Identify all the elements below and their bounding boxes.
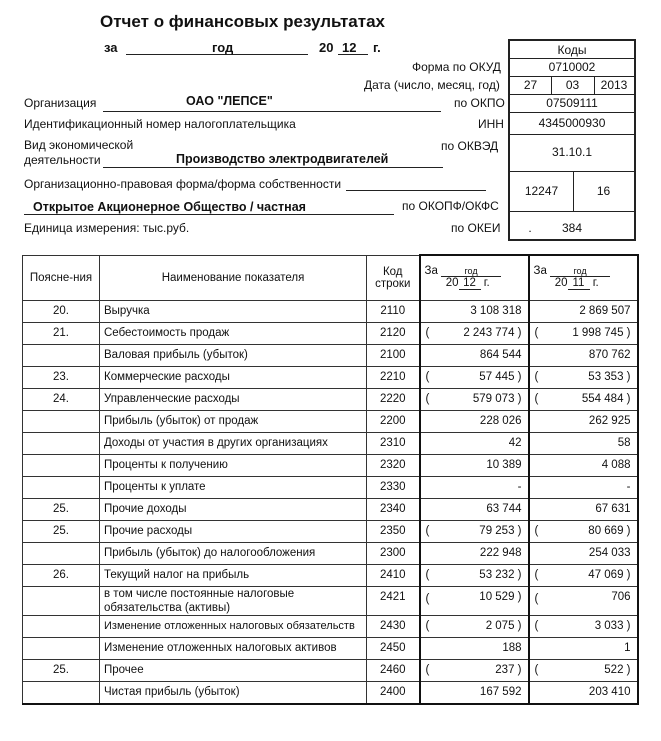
value-previous: 522 ) — [604, 664, 631, 676]
period-god: год — [212, 40, 234, 55]
p1-century: 20 — [445, 277, 459, 290]
value-previous: 4 088 — [601, 459, 631, 471]
row-code: 2200 — [367, 410, 420, 432]
paren-open: ( — [534, 393, 539, 405]
label-vid-1: Вид экономической — [24, 138, 134, 152]
period-g: г. — [373, 40, 381, 55]
row-code: 2450 — [367, 637, 420, 659]
row-note: 25. — [23, 659, 100, 681]
value-current: 79 253 ) — [479, 525, 522, 537]
value-current: 42 — [508, 437, 522, 449]
row-name: Доходы от участия в других организациях — [100, 432, 367, 454]
p1-year: 12 — [459, 277, 481, 290]
row-note: 25. — [23, 498, 100, 520]
table-row — [23, 615, 638, 637]
row-value-2 — [529, 564, 638, 586]
code-inn: 4345000930 — [538, 116, 606, 130]
value-current: 57 445 ) — [479, 371, 522, 383]
row-code: 2220 — [367, 388, 420, 410]
value-current: 10 389 — [486, 459, 522, 471]
value-previous: 870 762 — [588, 349, 631, 361]
value-previous: 1 — [624, 642, 631, 654]
row-note: 23. — [23, 366, 100, 388]
code-okopf: 12247 — [524, 184, 559, 198]
value-previous: 3 033 ) — [594, 620, 631, 632]
codes-box — [508, 39, 636, 241]
row-name: Валовая прибыль (убыток) — [100, 344, 367, 366]
paren-open: ( — [534, 664, 539, 676]
label-unit: Единица измерения: тыс.руб. — [24, 221, 190, 235]
row-note — [23, 344, 100, 366]
row-note — [23, 586, 100, 615]
row-value-2 — [529, 300, 638, 322]
row-note — [23, 432, 100, 454]
activity-underline — [103, 167, 443, 168]
row-name: Проценты к получению — [100, 454, 367, 476]
code-date-month: 03 — [565, 78, 580, 92]
row-value-2 — [529, 586, 638, 615]
label-forma-okud: Форма по ОКУД — [412, 60, 501, 74]
row-value-1 — [420, 344, 529, 366]
value-previous: 67 631 — [595, 503, 631, 515]
row-code: 2100 — [367, 344, 420, 366]
value-current: 2 243 774 ) — [463, 327, 522, 339]
period-year: 12 — [342, 40, 357, 55]
p2-za: За — [533, 265, 547, 278]
row-value-2 — [529, 322, 638, 344]
row-value-2 — [529, 659, 638, 681]
row-note: 26. — [23, 564, 100, 586]
header-notes: Поясне-ния — [23, 255, 100, 300]
value-current: 222 948 — [479, 547, 522, 559]
row-code: 2350 — [367, 520, 420, 542]
value-previous: - — [626, 481, 631, 493]
value-current: - — [517, 481, 522, 493]
row-value-2 — [529, 476, 638, 498]
row-value-1 — [420, 564, 529, 586]
row-code: 2330 — [367, 476, 420, 498]
row-value-1 — [420, 520, 529, 542]
p2-century: 20 — [554, 277, 568, 290]
p1-god: год — [441, 266, 501, 277]
row-value-1 — [420, 681, 529, 704]
table-row — [23, 432, 638, 454]
row-value-1 — [420, 542, 529, 564]
value-current: 579 073 ) — [472, 393, 522, 405]
row-note: 20. — [23, 300, 100, 322]
table-row — [23, 300, 638, 322]
value-previous: 706 — [611, 590, 631, 603]
code-okpo: 07509111 — [546, 96, 598, 110]
table-row — [23, 322, 638, 344]
row-value-1 — [420, 322, 529, 344]
p1-za: За — [424, 265, 438, 278]
p2-god: год — [550, 266, 610, 277]
row-value-2 — [529, 681, 638, 704]
paren-open: ( — [425, 371, 430, 383]
codes-header: Коды — [557, 43, 587, 57]
code-okei-mark: . — [528, 221, 532, 235]
row-value-1 — [420, 498, 529, 520]
row-code: 2430 — [367, 615, 420, 637]
row-name: Коммерческие расходы — [100, 366, 367, 388]
value-previous: 262 925 — [588, 415, 631, 427]
table-row — [23, 659, 638, 681]
period-za: за — [104, 40, 118, 55]
table-header-row — [23, 255, 638, 300]
opf-value: Открытое Акционерное Общество / частная — [33, 200, 306, 214]
header-code: Код строки — [367, 255, 420, 300]
row-value-2 — [529, 410, 638, 432]
value-previous: 254 033 — [588, 547, 631, 559]
paren-open: ( — [534, 592, 539, 605]
row-note — [23, 542, 100, 564]
code-date-day: 27 — [523, 78, 538, 92]
label-po-okei: по ОКЕИ — [451, 221, 501, 235]
row-name: в том числе постоянные налоговые обязательства (активы) — [100, 586, 367, 615]
row-note — [23, 476, 100, 498]
value-previous: 554 484 ) — [581, 393, 631, 405]
row-code: 2410 — [367, 564, 420, 586]
label-inn: Идентификационный номер налогоплательщика — [24, 117, 296, 131]
value-current: 188 — [502, 642, 522, 654]
paren-open: ( — [425, 525, 430, 537]
row-code: 2460 — [367, 659, 420, 681]
table-body — [23, 300, 638, 704]
paren-open: ( — [425, 620, 430, 632]
value-current: 237 ) — [495, 664, 522, 676]
table-row — [23, 542, 638, 564]
row-code: 2320 — [367, 454, 420, 476]
row-name: Чистая прибыль (убыток) — [100, 681, 367, 704]
table-row — [23, 366, 638, 388]
period-century: 20 — [319, 40, 334, 55]
value-current: 63 744 — [486, 503, 522, 515]
row-code: 2300 — [367, 542, 420, 564]
row-name: Изменение отложенных налоговых обязательств — [100, 615, 367, 637]
paren-open: ( — [425, 569, 430, 581]
paren-open: ( — [534, 620, 539, 632]
row-name: Прибыль (убыток) до налогообложения — [100, 542, 367, 564]
value-current: 2 075 ) — [485, 620, 522, 632]
row-note: 21. — [23, 322, 100, 344]
row-value-2 — [529, 542, 638, 564]
row-code: 2421 — [367, 586, 420, 615]
header-period-1 — [420, 255, 529, 300]
row-value-2 — [529, 520, 638, 542]
row-name: Управленческие расходы — [100, 388, 367, 410]
value-current: 167 592 — [479, 686, 522, 698]
row-name: Прочее — [100, 659, 367, 681]
table-row — [23, 498, 638, 520]
row-note — [23, 637, 100, 659]
label-inn-right: ИНН — [478, 117, 504, 131]
opf-underline-2 — [24, 214, 394, 215]
table-row — [23, 344, 638, 366]
code-date-year: 2013 — [600, 78, 628, 92]
label-po-okopf: по ОКОПФ/ОКФС — [402, 199, 499, 213]
label-vid-2: деятельности — [24, 153, 101, 167]
header-period-2 — [529, 255, 638, 300]
row-value-1 — [420, 586, 529, 615]
value-previous: 1 998 745 ) — [572, 327, 631, 339]
table-row — [23, 476, 638, 498]
row-note — [23, 681, 100, 704]
row-name: Прочие расходы — [100, 520, 367, 542]
row-value-1 — [420, 388, 529, 410]
org-name: ОАО "ЛЕПСЕ" — [186, 94, 273, 108]
paren-open: ( — [534, 371, 539, 383]
row-value-2 — [529, 366, 638, 388]
report-title: Отчет о финансовых результатах — [100, 12, 385, 31]
paren-open: ( — [425, 664, 430, 676]
header-name: Наименование показателя — [100, 255, 367, 300]
table-row — [23, 586, 638, 615]
row-note — [23, 410, 100, 432]
code-okud: 0710002 — [548, 60, 596, 74]
row-code: 2210 — [367, 366, 420, 388]
row-code: 2110 — [367, 300, 420, 322]
row-value-1 — [420, 300, 529, 322]
row-name: Прочие доходы — [100, 498, 367, 520]
table-row — [23, 388, 638, 410]
row-note: 25. — [23, 520, 100, 542]
row-code: 2400 — [367, 681, 420, 704]
label-date: Дата (число, месяц, год) — [364, 78, 500, 92]
row-note: 24. — [23, 388, 100, 410]
value-previous: 80 669 ) — [588, 525, 631, 537]
code-okved: 31.10.1 — [551, 145, 593, 159]
row-value-1 — [420, 615, 529, 637]
row-name: Себестоимость продаж — [100, 322, 367, 344]
row-value-1 — [420, 410, 529, 432]
value-current: 3 108 318 — [470, 305, 522, 317]
value-previous: 58 — [617, 437, 631, 449]
p2-g: г. — [592, 277, 599, 290]
row-code: 2340 — [367, 498, 420, 520]
paren-open: ( — [534, 327, 539, 339]
row-name: Выручка — [100, 300, 367, 322]
financial-results-table — [22, 254, 639, 705]
value-previous: 2 869 507 — [579, 305, 631, 317]
row-value-2 — [529, 454, 638, 476]
value-previous: 47 069 ) — [588, 569, 631, 581]
paren-open: ( — [425, 327, 430, 339]
row-value-1 — [420, 659, 529, 681]
value-current: 864 544 — [479, 349, 522, 361]
row-note — [23, 615, 100, 637]
paren-open: ( — [425, 393, 430, 405]
row-value-1 — [420, 476, 529, 498]
code-okei: 384 — [561, 221, 583, 235]
table-row — [23, 454, 638, 476]
row-name: Текущий налог на прибыль — [100, 564, 367, 586]
paren-open: ( — [534, 525, 539, 537]
row-value-2 — [529, 432, 638, 454]
p1-g: г. — [483, 277, 490, 290]
row-name: Изменение отложенных налоговых активов — [100, 637, 367, 659]
row-note — [23, 454, 100, 476]
value-current: 10 529 ) — [479, 590, 522, 603]
value-current: 228 026 — [479, 415, 522, 427]
row-value-1 — [420, 454, 529, 476]
p2-year: 11 — [568, 277, 590, 290]
paren-open: ( — [425, 592, 430, 605]
org-underline — [103, 111, 441, 112]
table-row — [23, 410, 638, 432]
table-row — [23, 681, 638, 704]
row-value-2 — [529, 637, 638, 659]
row-code: 2120 — [367, 322, 420, 344]
label-po-okved: по ОКВЭД — [441, 139, 499, 153]
table-row — [23, 637, 638, 659]
label-opf: Организационно-правовая форма/форма собственности — [24, 177, 342, 191]
row-code: 2310 — [367, 432, 420, 454]
row-value-2 — [529, 615, 638, 637]
paren-open: ( — [534, 569, 539, 581]
row-value-2 — [529, 388, 638, 410]
label-org: Организация — [24, 96, 97, 110]
table-row — [23, 564, 638, 586]
row-name: Проценты к уплате — [100, 476, 367, 498]
row-value-2 — [529, 344, 638, 366]
row-value-1 — [420, 637, 529, 659]
row-value-1 — [420, 366, 529, 388]
opf-underline-1 — [346, 190, 486, 191]
value-previous: 53 353 ) — [588, 371, 631, 383]
activity-value: Производство электродвигателей — [176, 152, 389, 166]
row-value-2 — [529, 498, 638, 520]
row-value-1 — [420, 432, 529, 454]
table-row — [23, 520, 638, 542]
row-name: Прибыль (убыток) от продаж — [100, 410, 367, 432]
value-previous: 203 410 — [588, 686, 631, 698]
value-current: 53 232 ) — [479, 569, 522, 581]
code-okfs: 16 — [596, 184, 611, 198]
label-po-okpo: по ОКПО — [454, 96, 505, 110]
